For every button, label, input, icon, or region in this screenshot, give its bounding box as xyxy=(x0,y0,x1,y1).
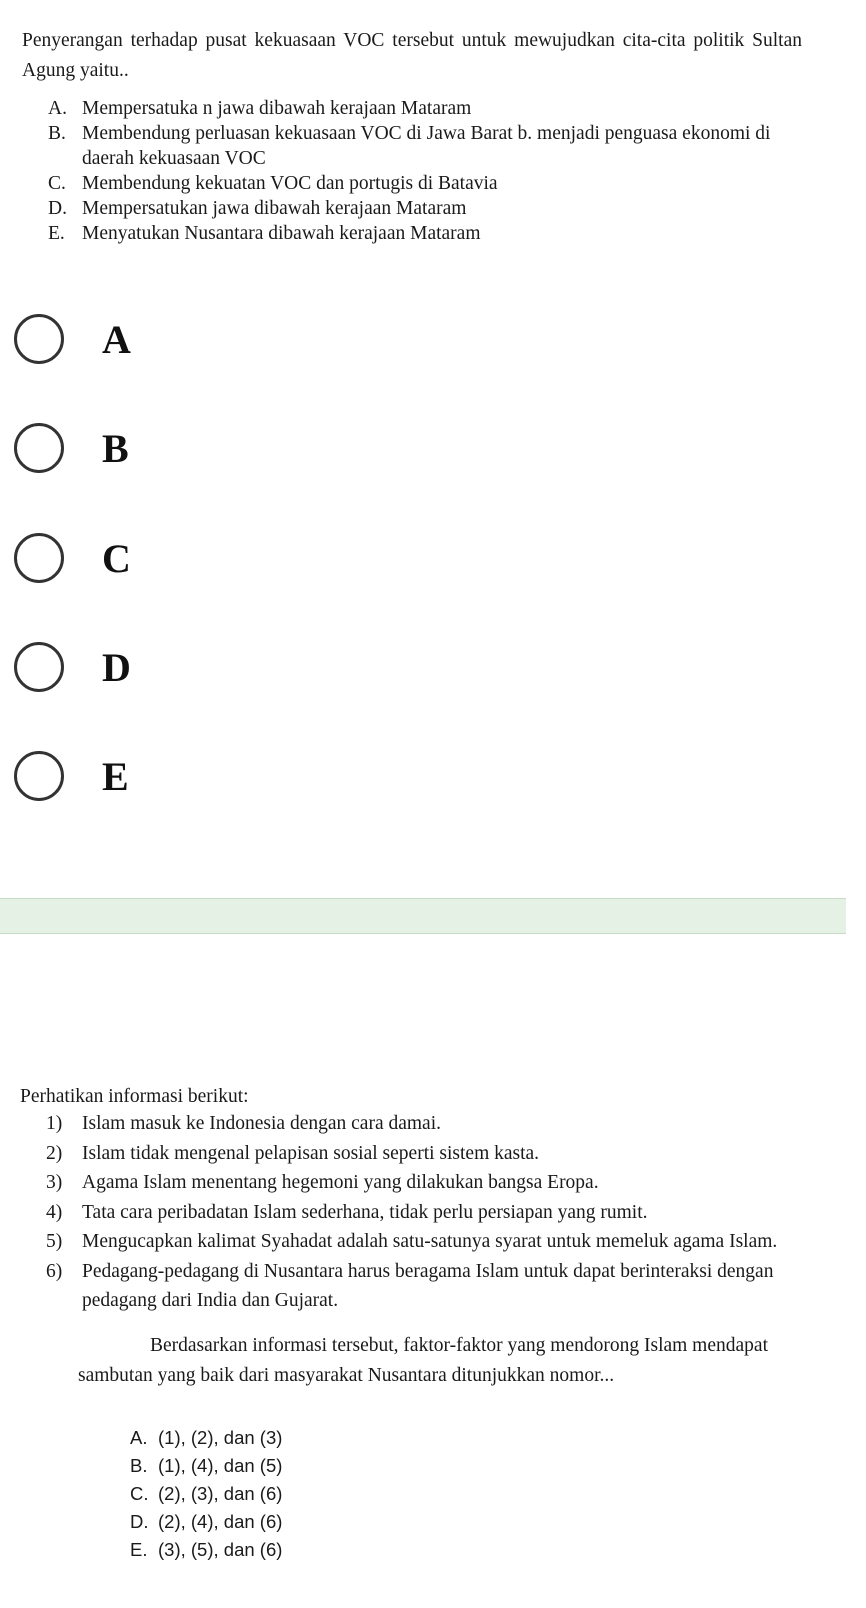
option-letter: A. xyxy=(130,1427,148,1448)
option-text: (2), (3), dan (6) xyxy=(158,1483,283,1504)
question-2-option-c xyxy=(130,1480,282,1508)
answer-choice-b[interactable] xyxy=(14,418,314,478)
answer-choice-c[interactable] xyxy=(14,528,314,588)
list-item-text: Islam tidak mengenal pelapisan sosial seperti sistem kasta. xyxy=(82,1142,540,1164)
list-item-text: Islam masuk ke Indonesia dengan cara damai. xyxy=(82,1113,441,1134)
list-item-text: Pedagang-pedagang di Nusantara harus beragama Islam untuk dapat berinteraksi dengan pedagang dari India dan Gujarat. xyxy=(82,1260,774,1311)
list-item-number: 6) xyxy=(46,1260,63,1282)
option-text: Membendung perluasan kekuasaan VOC di Jawa Barat b. menjadi penguasa ekonomi di daerah kekuasaan VOC xyxy=(82,123,771,169)
option-letter: B. xyxy=(130,1455,148,1476)
list-item-text: Mengucapkan kalimat Syahadat adalah satu-satunya syarat untuk memeluk agama Islam. xyxy=(82,1231,778,1252)
question-2-option-b xyxy=(130,1452,282,1480)
option-text: (1), (4), dan (5) xyxy=(158,1455,283,1476)
question-2-option-d xyxy=(130,1508,282,1536)
list-item-number: 1) xyxy=(46,1113,63,1134)
radio-button[interactable] xyxy=(14,314,64,364)
question-1-option-b xyxy=(48,121,788,171)
question-2-text: Berdasarkan informasi tersebut, faktor-faktor yang mendorong Islam mendapat sambutan yang baik dari masyarakat Nusantara ditunjukkan nomor... xyxy=(78,1335,768,1386)
question-2-intro: Perhatikan informasi berikut: xyxy=(20,1086,249,1107)
list-item-number: 4) xyxy=(46,1201,63,1223)
answer-choice-e[interactable] xyxy=(14,746,314,806)
answer-choice-a[interactable] xyxy=(14,309,314,369)
question-2-option-e xyxy=(130,1536,282,1564)
question-1-options xyxy=(48,96,788,246)
question-1-option-d xyxy=(48,196,788,221)
question-1-stem: Penyerangan terhadap pusat kekuasaan VOC tersebut untuk mewujudkan cita-cita politik Sultan Agung yaitu.. xyxy=(22,30,802,81)
radio-button[interactable] xyxy=(14,642,64,692)
list-item-number: 2) xyxy=(46,1142,63,1164)
option-text: (3), (5), dan (6) xyxy=(158,1539,283,1560)
option-letter: B. xyxy=(48,123,66,144)
option-letter: E. xyxy=(130,1539,148,1560)
option-letter: D. xyxy=(48,198,67,219)
list-item xyxy=(46,1139,806,1169)
choice-label: B xyxy=(102,425,129,471)
list-item xyxy=(46,1109,806,1139)
question-1-option-a xyxy=(48,96,788,121)
list-item-text: Agama Islam menentang hegemoni yang dilakukan bangsa Eropa. xyxy=(82,1172,599,1193)
question-2-options xyxy=(130,1424,282,1564)
radio-button[interactable] xyxy=(14,423,64,473)
information-list xyxy=(46,1109,806,1316)
option-text: Membendung kekuatan VOC dan portugis di Batavia xyxy=(82,173,498,194)
question-1-option-c xyxy=(48,171,788,196)
question-1-option-e xyxy=(48,221,788,246)
list-item-text: Tata cara peribadatan Islam sederhana, tidak perlu persiapan yang rumit. xyxy=(82,1201,648,1223)
radio-button[interactable] xyxy=(14,751,64,801)
option-text: Menyatukan Nusantara dibawah kerajaan Mataram xyxy=(82,223,481,244)
option-text: Mempersatukan jawa dibawah kerajaan Mataram xyxy=(82,198,467,219)
choice-label: C xyxy=(102,535,131,581)
option-text: Mempersatuka n jawa dibawah kerajaan Mataram xyxy=(82,98,472,119)
list-item-number: 5) xyxy=(46,1231,63,1252)
choice-label: A xyxy=(102,316,131,362)
choice-label: E xyxy=(102,753,129,799)
choice-label: D xyxy=(102,644,131,690)
option-letter: C. xyxy=(48,173,66,194)
option-letter: D. xyxy=(130,1511,149,1532)
section-divider xyxy=(0,898,846,934)
option-letter: C. xyxy=(130,1483,149,1504)
question-2-option-a xyxy=(130,1424,282,1452)
radio-button[interactable] xyxy=(14,533,64,583)
list-item xyxy=(46,1168,806,1198)
option-text: (1), (2), dan (3) xyxy=(158,1427,283,1448)
answer-choice-d[interactable] xyxy=(14,637,314,697)
list-item-number: 3) xyxy=(46,1172,63,1193)
list-item xyxy=(46,1227,806,1257)
option-text: (2), (4), dan (6) xyxy=(158,1511,283,1532)
option-letter: A. xyxy=(48,98,67,119)
list-item xyxy=(46,1198,806,1228)
list-item xyxy=(46,1257,806,1316)
option-letter: E. xyxy=(48,223,65,244)
